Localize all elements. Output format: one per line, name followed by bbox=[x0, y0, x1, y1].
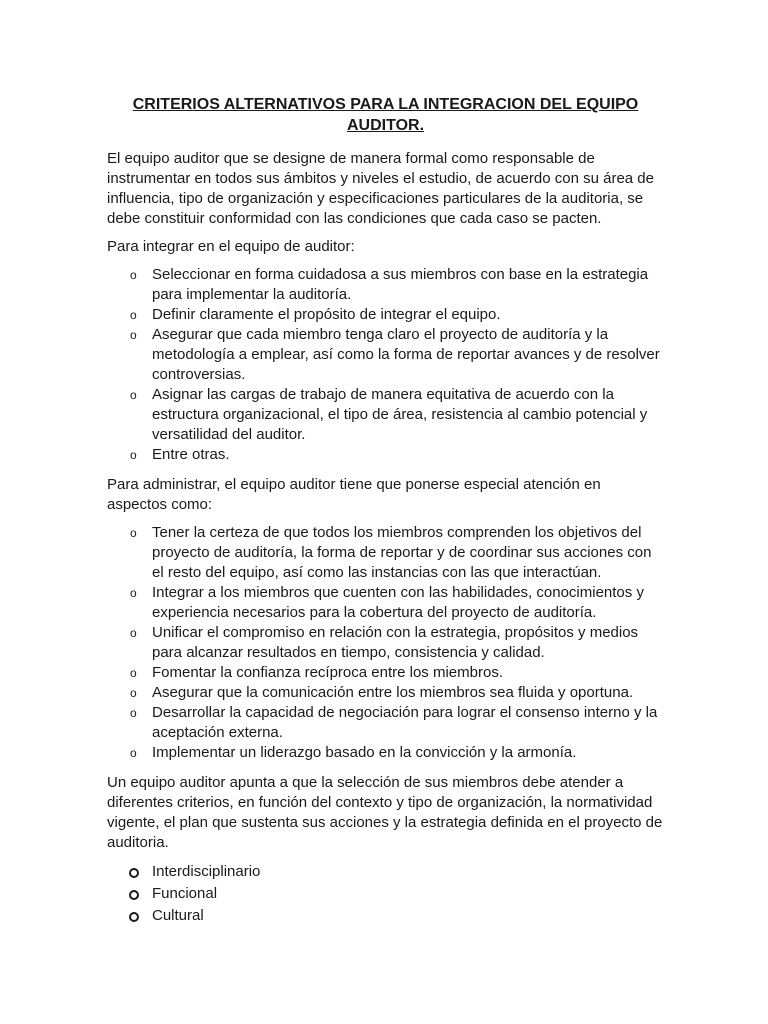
circle-bullet-icon: o bbox=[130, 706, 137, 720]
list-item bbox=[107, 583, 664, 623]
list-item bbox=[107, 523, 664, 583]
list-item bbox=[107, 743, 664, 763]
circle-bullet-icon: o bbox=[130, 328, 137, 342]
bold-circle-bullet-icon bbox=[129, 912, 139, 922]
circle-bullet-icon: o bbox=[130, 686, 137, 700]
list-item-text: Tener la certeza de que todos los miembros comprenden los objetivos del proyecto de auditoría, la forma de reportar y de coordinar sus acciones con el resto del equipo, así como las instancias con las que interactúan. bbox=[152, 524, 652, 581]
list-item-text: Desarrollar la capacidad de negociación para lograr el consenso interno y la aceptación externa. bbox=[152, 704, 658, 741]
list-item-text: Asegurar que la comunicación entre los miembros sea fluida y oportuna. bbox=[152, 684, 634, 701]
list-item bbox=[107, 883, 664, 905]
paragraph-integrar: Para integrar en el equipo de auditor: bbox=[107, 238, 355, 255]
list-item-text: Cultural bbox=[152, 907, 204, 924]
list-item bbox=[107, 905, 664, 927]
list-item-text: Definir claramente el propósito de integrar el equipo. bbox=[152, 306, 501, 323]
list-item bbox=[107, 265, 664, 305]
circle-bullet-icon: o bbox=[130, 746, 137, 760]
bold-circle-bullet-icon bbox=[129, 890, 139, 900]
circle-bullet-icon: o bbox=[130, 268, 137, 282]
list-item-text: Asegurar que cada miembro tenga claro el proyecto de auditoría y la metodología a emplear, así como la forma de reportar avances y de resolver controversias. bbox=[152, 326, 660, 383]
circle-bullet-icon: o bbox=[130, 448, 137, 462]
document-title: CRITERIOS ALTERNATIVOS PARA LA INTEGRACION DEL EQUIPO AUDITOR. bbox=[132, 96, 639, 134]
circle-bullet-icon: o bbox=[130, 388, 137, 402]
list-item-text: Asignar las cargas de trabajo de manera equitativa de acuerdo con la estructura organizacional, el tipo de área, resistencia al cambio potencial y versatilidad del auditor. bbox=[152, 386, 648, 443]
circle-bullet-icon: o bbox=[130, 666, 137, 680]
list-item-text: Fomentar la confianza recíproca entre los miembros. bbox=[152, 664, 503, 681]
list-item bbox=[107, 663, 664, 683]
list-item-text: Seleccionar en forma cuidadosa a sus miembros con base en la estrategia para implementar la auditoría. bbox=[152, 266, 649, 303]
list-item-text: Integrar a los miembros que cuenten con las habilidades, conocimientos y experiencia necesarios para la cobertura del proyecto de auditoría. bbox=[152, 584, 644, 621]
list-item bbox=[107, 385, 664, 445]
paragraph-administrar: Para administrar, el equipo auditor tiene que ponerse especial atención en aspectos como: bbox=[107, 476, 601, 513]
list-integrar bbox=[107, 265, 664, 465]
list-item-text: Interdisciplinario bbox=[152, 863, 261, 880]
list-item-text: Implementar un liderazgo basado en la convicción y la armonía. bbox=[152, 744, 577, 761]
circle-bullet-icon: o bbox=[130, 308, 137, 322]
bold-circle-bullet-icon bbox=[129, 868, 139, 878]
list-item bbox=[107, 305, 664, 325]
circle-bullet-icon: o bbox=[130, 626, 137, 640]
paragraph-intro: El equipo auditor que se designe de manera formal como responsable de instrumentar en todos sus ámbitos y niveles el estudio, de acuerdo con su área de influencia, tipo de organización y especificaciones particulares de la auditoria, se debe constituir conformidad con las condiciones que cada caso se pacten. bbox=[107, 150, 654, 227]
list-item bbox=[107, 683, 664, 703]
list-administrar bbox=[107, 523, 664, 763]
circle-bullet-icon: o bbox=[130, 526, 137, 540]
list-criterios bbox=[107, 861, 664, 927]
list-item-text: Funcional bbox=[152, 885, 218, 902]
list-item bbox=[107, 445, 664, 465]
list-item-text: Entre otras. bbox=[152, 446, 230, 463]
list-item-text: Unificar el compromiso en relación con la estrategia, propósitos y medios para alcanzar resultados en tiempo, consistencia y calidad. bbox=[152, 624, 639, 661]
paragraph-criterios: Un equipo auditor apunta a que la selección de sus miembros debe atender a diferentes criterios, en función del contexto y tipo de organización, la normatividad vigente, el plan que sustenta sus acciones y la estrategia definida en el proyecto de auditoria. bbox=[107, 774, 663, 851]
list-item bbox=[107, 703, 664, 743]
list-item bbox=[107, 861, 664, 883]
list-item bbox=[107, 623, 664, 663]
circle-bullet-icon: o bbox=[130, 586, 137, 600]
list-item bbox=[107, 325, 664, 385]
